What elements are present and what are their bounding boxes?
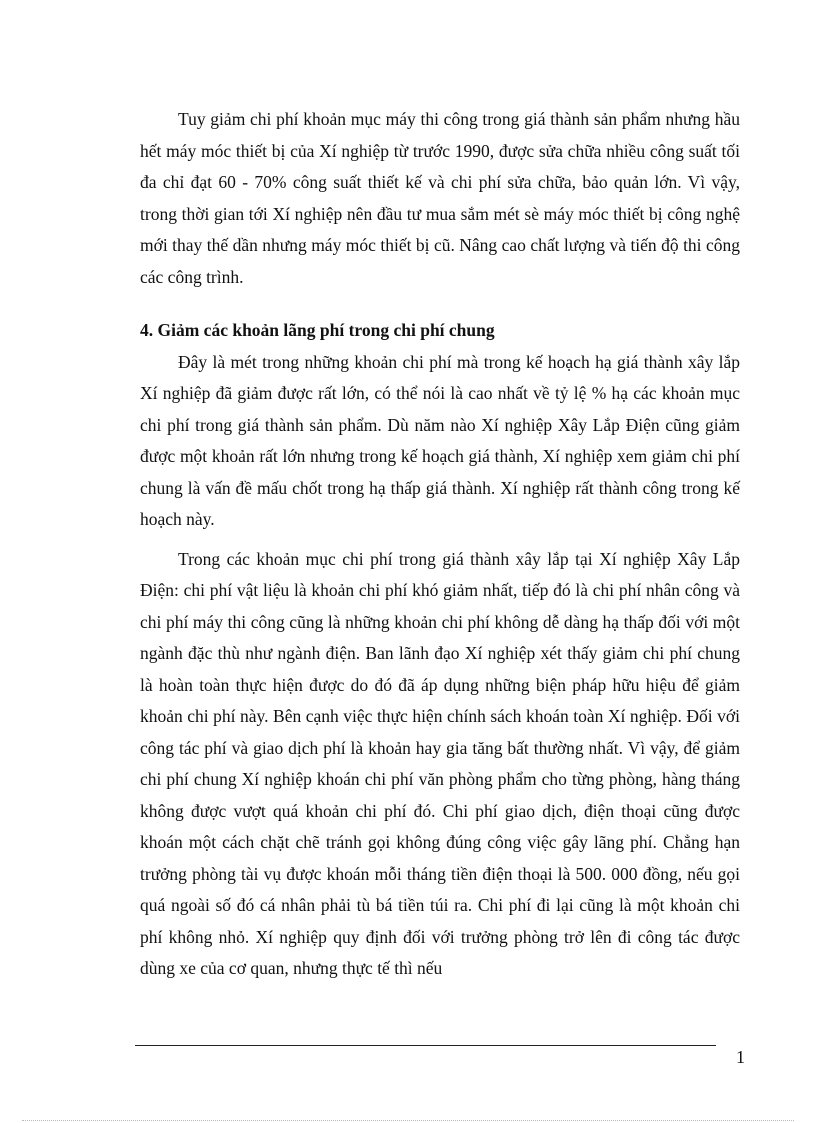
paragraph-overview: Đây là mét trong những khoản chi phí mà trong kế hoạch hạ giá thành xây lắp Xí nghiệp đã giảm được rất lớn, có thể nói là cao nhất về tỷ lệ % hạ các khoản mục chi phí trong giá thành sản phẩm. Dù năm nào Xí nghiệp Xây Lắp Điện cũng giảm được một khoản rất lớn nhưng trong kế hoạch giá thành, Xí nghiệp xem giảm chi phí chung là vấn đề mấu chốt trong hạ thấp giá thành. Xí nghiệp rất thành công trong kế hoạch này. (140, 351, 740, 529)
document-body (140, 104, 740, 985)
page-bottom-border (22, 1120, 794, 1121)
paragraph-machinery: Tuy giảm chi phí khoản mục máy thi công trong giá thành sản phẩm nhưng hầu hết máy móc thiết bị của Xí nghiệp từ trước 1990, được sửa chữa nhiều công suất tối đa chỉ đạt 60 - 70% công suất thiết kế và chi phí sửa chữa, bảo quản lớn. Vì vậy, trong thời gian tới Xí nghiệp nên đầu tư mua sắm mét sè máy móc thiết bị công nghệ mới thay thế dần nhưng máy móc thiết bị cũ. Nâng cao chất lượng và tiến độ thi công các công trình. (140, 109, 740, 287)
paragraph-details: Trong các khoản mục chi phí trong giá thành xây lắp tại Xí nghiệp Xây Lắp Điện: chi phí vật liệu là khoản chi phí khó giảm nhất, tiếp đó là chi phí nhân công và chi phí máy thi công cũng là những khoản chi phí không dễ dàng hạ thấp đối với một ngành đặc thù như ngành điện. Ban lãnh đạo Xí nghiệp xét thấy giảm chi phí chung là hoàn toàn thực hiện được do đó đã áp dụng những biện pháp hữu hiệu để giảm khoản chi phí này. Bên cạnh việc thực hiện chính sách khoán toàn Xí nghiệp. Đối với công tác phí và giao dịch phí là khoản hay gia tăng bất thường nhất. Vì vậy, để giảm chi phí chung Xí nghiệp khoán chi phí văn phòng phẩm cho từng phòng, hàng tháng không được vượt quá khoản chi phí đó. Chi phí giao dịch, điện thoại cũng được khoán một cách chặt chẽ tránh gọi không đúng công việc gây lãng phí. Chẳng hạn trưởng phòng tài vụ được khoán mỗi tháng tiền điện thoại là 500. 000 đồng, nếu gọi quá ngoài số đó cá nhân phải tù bá tiền túi ra. Chi phí đi lại cũng là một khoản chi phí không nhỏ. Xí nghiệp quy định đối với trưởng phòng trở lên đi công tác được dùng xe của cơ quan, nhưng thực tế thì nếu (140, 548, 740, 978)
footer-divider (135, 1045, 716, 1046)
page-number: 1 (736, 1047, 745, 1067)
section-heading: 4. Giảm các khoản lãng phí trong chi phí chung (140, 320, 495, 340)
